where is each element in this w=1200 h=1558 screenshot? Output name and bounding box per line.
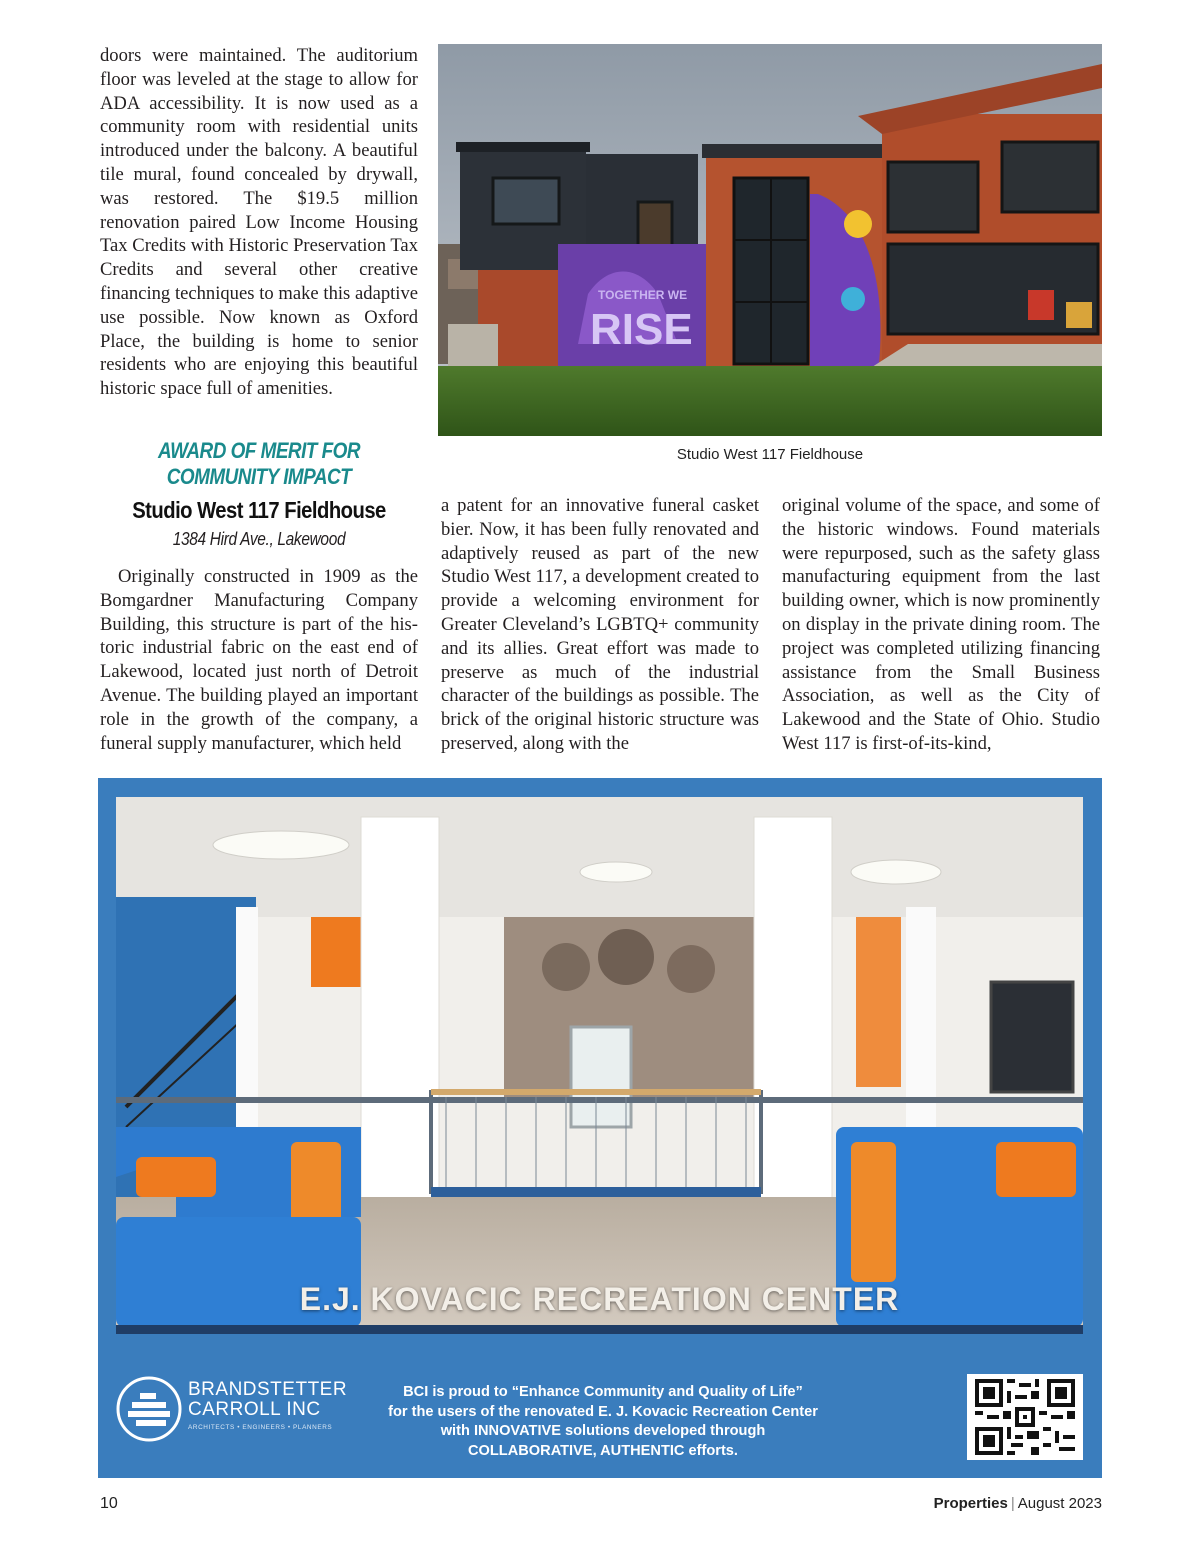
- publication-name: Properties: [933, 1495, 1008, 1512]
- paragraph: a patent for an innovative funeral casket bier. Now, it has been fully renovated and adaptively reused as part of the new Studio West 117, a development created to provide a welcoming environment for Greater Cleveland’s LGBTQ+ community and its allies. Great effort was made to preserve as much of the industrial character of the buildings as possible. The brick of the original historic structure was preserved, along with the: [441, 495, 759, 754]
- paragraph: Originally constructed in 1909 as the Bomgardner Manufacturing Company Building, this structure is part of the historic industrial fabric on the east end of Lakewood, located just north of Detroit Avenue. The building played an important role in the growth of the company, a funeral supply manufacturer, which held: [100, 566, 418, 754]
- article-text-left: [100, 565, 418, 755]
- qr-code-icon: [975, 1379, 1075, 1455]
- logo-tagline: ARCHITECTS • ENGINEERS • PLANNERS: [188, 1424, 333, 1431]
- ad-message-line3: with INNOVATIVE solutions developed through: [440, 1423, 766, 1439]
- ad-message-line1: BCI is proud to “Enhance Community and Quality of Life”: [403, 1384, 803, 1400]
- studio-west-117-photo: [438, 44, 1102, 436]
- ad-message-line2: for the users of the renovated E. J. Kovacic Recreation Center: [388, 1403, 818, 1420]
- footer-separator: |: [1010, 1495, 1015, 1512]
- paragraph: original volume of the space, and some of the historic windows. Found materials were repurposed, such as the safety glass manufacturing equipment from the last building owner, which is now prominently on display in the private dining room. The project was completed utilizing financing assistance from the Small Business Association, as well as the City of Lakewood and the State of Ohio. Studio West 117 is first-of-its-kind,: [782, 495, 1100, 754]
- mural-text-large: RISE: [590, 305, 693, 354]
- building-illustration: [438, 44, 1102, 436]
- interior-illustration: [116, 797, 1083, 1334]
- article-text-right: [782, 494, 1100, 756]
- photo-caption: Studio West 117 Fieldhouse: [676, 446, 864, 463]
- logo-name: [188, 1380, 347, 1420]
- logo-line2: CARROLL INC: [188, 1399, 321, 1420]
- mural-text-small: TOGETHER WE: [598, 288, 688, 302]
- award-heading-line1: AWARD OF MERIT FOR: [158, 438, 360, 463]
- award-heading: [122, 438, 395, 490]
- recreation-center-photo: [116, 797, 1083, 1334]
- logo-line1: BRANDSTETTER: [188, 1379, 348, 1400]
- advertisement: [98, 778, 1102, 1478]
- logo-icon: [116, 1376, 182, 1442]
- project-address: 1384 Hird Ave., Lakewood: [172, 529, 346, 549]
- publication-footer: [934, 1495, 1102, 1512]
- page-number: 10: [100, 1495, 118, 1512]
- article-text-middle: [441, 494, 759, 756]
- ad-message-line4: COLLABORATIVE, AUTHENTIC efforts.: [468, 1442, 738, 1459]
- award-heading-line2: COMMUNITY IMPACT: [166, 464, 352, 489]
- photo-title: E.J. KOVACIC RECREATION CENTER: [299, 1281, 900, 1317]
- paragraph: doors were maintained. The auditorium floor was leveled at the stage to allow for ADA accessibility. It is now used as a community room with residential units introduced under the balcony. A beautiful tile mural, found concealed by drywall, was restored. The $19.5 million renovation paired Low Income Housing Tax Credits with Historic Preservation Tax Credits and several other creative financing techniques to make this adaptive use possible. Now known as Oxford Place, the building is home to senior residents who are enjoying this beautiful historic space full of amenities.: [100, 45, 418, 400]
- project-name: Studio West 117 Fieldhouse: [132, 497, 386, 523]
- ad-message: [353, 1383, 853, 1461]
- brandstetter-carroll-logo: [116, 1374, 348, 1446]
- issue-date: August 2023: [1017, 1495, 1102, 1512]
- article-text-continued: [100, 44, 418, 401]
- qr-code[interactable]: [967, 1374, 1083, 1460]
